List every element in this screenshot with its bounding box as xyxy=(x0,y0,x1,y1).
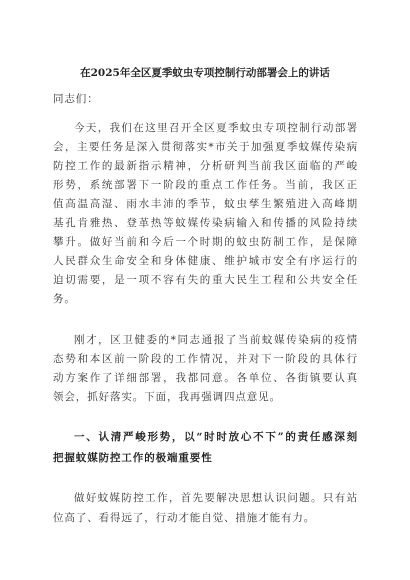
paragraph-line: 形势，系统部署下一阶段的重点工作任务。当前，我区正 xyxy=(53,179,358,191)
paragraph-line: 务。 xyxy=(53,293,76,305)
paragraph-line: 防控工作的最新指示精神，分析研判当前我区面临的严峻 xyxy=(53,160,358,172)
section-heading-line: 把握蚊媒防控工作的极端重要性 xyxy=(53,452,213,464)
paragraph-line: 态势和本区前一阶段的工作情况，并对下一阶段的具体行 xyxy=(53,353,358,365)
paragraph-line: 刚才，区卫健委的*同志通报了当前蚊媒传染病的疫情 xyxy=(74,334,358,346)
paragraph-line: 做好蚊媒防控工作，首先要解决思想认识问题。只有站 xyxy=(74,492,358,504)
paragraph-line: 攀升。做好当前和今后一个时期的蚊虫防制工作，是保障 xyxy=(53,236,358,248)
paragraph-line: 人民群众生命安全和身体健康、维护城市安全有序运行的 xyxy=(53,255,358,267)
section-heading-line: 一、认清严峻形势，以“时时放心不下”的责任感深刻 xyxy=(74,431,358,443)
paragraph-line: 动方案作了详细部署，我都同意。各单位、各街镇要认真 xyxy=(53,372,358,384)
paragraph-line: 会，主要任务是深入贯彻落实*市关于加强夏季蚊媒传染病 xyxy=(53,141,358,153)
paragraph-line: 值高温高湿、雨水丰沛的季节，蚊虫孳生繁殖进入高峰期 xyxy=(53,198,358,210)
paragraph-line: 位高了、看得远了，行动才能自觉、措施才能有力。 xyxy=(53,512,316,524)
paragraph-line: 今天，我们在这里召开全区夏季蚊虫专项控制行动部署 xyxy=(74,122,358,134)
salutation: 同志们： xyxy=(53,93,99,105)
paragraph-line: 基孔肯雅热、登革热等蚊媒传染病输入和传播的风险持续 xyxy=(53,217,358,229)
document-title: 在2025年全区夏季蚊虫专项控制行动部署会上的讲话 xyxy=(80,67,330,79)
paragraph-line: 领会，抓好落实。下面，我再强调四点意见。 xyxy=(53,391,281,403)
paragraph-line: 迫切需要，是一项不容有失的重大民生工程和公共安全任 xyxy=(53,274,358,286)
